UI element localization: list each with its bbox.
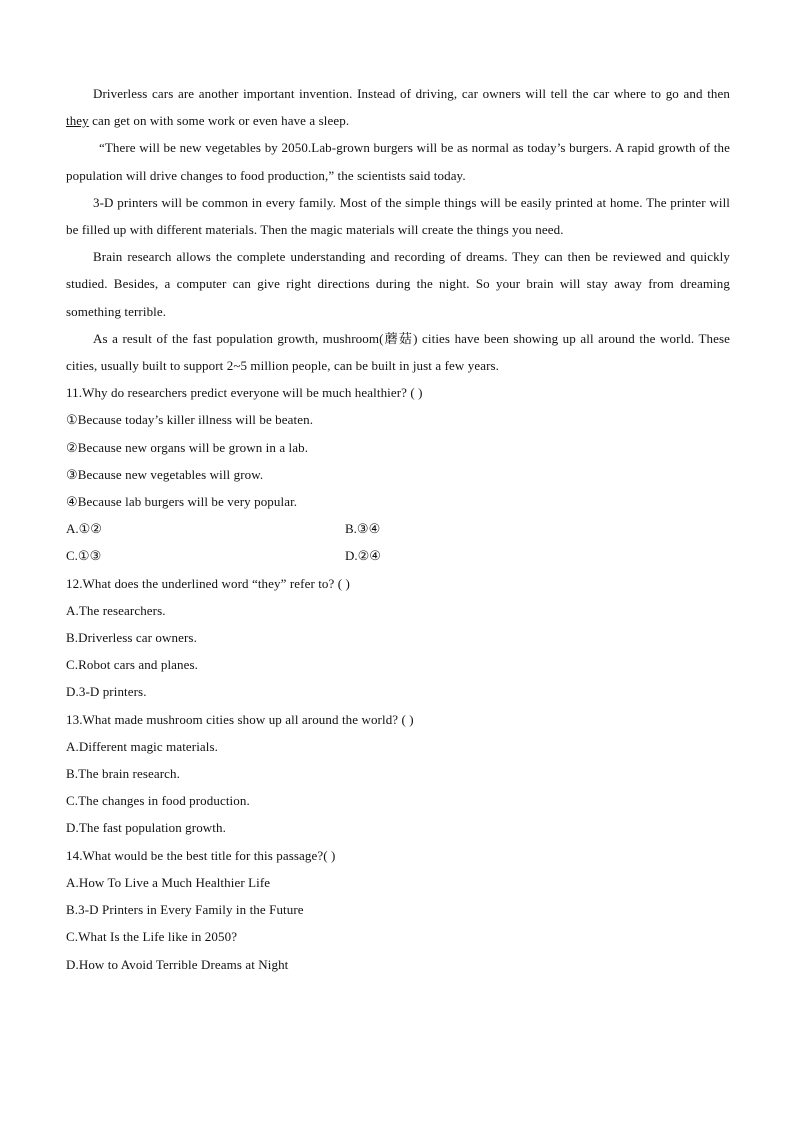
question-12 (66, 570, 730, 706)
underlined-word-they: they (66, 113, 89, 129)
passage-paragraph-driverless-cars (66, 80, 730, 134)
option-d: D.How to Avoid Terrible Dreams at Night (66, 956, 289, 972)
statement-item: ③Because new vegetables will grow. (66, 466, 264, 482)
option-d: D.The fast population growth. (66, 820, 226, 836)
passage-paragraph-vegetables: “There will be new vegetables by 2050.Lab-grown burgers will be as normal as today’s burgers. A rapid growth of the population will drive changes to food production,” the scientists said today. (66, 140, 730, 183)
question-14 (66, 842, 730, 978)
statement-item: ④Because lab burgers will be very popular. (66, 494, 298, 510)
document-page (66, 80, 730, 978)
question-stem: 14.What would be the best title for this passage?( ) (66, 847, 336, 863)
question-stem: 13.What made mushroom cities show up all around the world? ( ) (66, 711, 414, 727)
paragraph-text: can get on with some work or even have a sleep. (88, 113, 350, 129)
paragraph-text: Driverless cars are another important invention. Instead of driving, car owners will tell the car where to go and then (93, 86, 730, 101)
option-b: B.3-D Printers in Every Family in the Future (66, 902, 304, 918)
option-d: D.②④ (345, 548, 381, 564)
passage-paragraph-mushroom-cities: As a result of the fast population growth, mushroom(蘑菇) cities have been showing up all around the world. These cities, usually built to support 2~5 million people, can be built in just a few years. (66, 330, 730, 374)
passage-paragraph-3d-printers: 3-D printers will be common in every family. Most of the simple things will be easily printed at home. The printer will be filled up with different materials. Then the magic materials will create the things you need. (66, 194, 730, 238)
option-row (66, 515, 730, 542)
option-c: C.①③ (66, 548, 102, 564)
option-a: A.Different magic materials. (66, 738, 219, 754)
option-a: A.①② (66, 521, 102, 537)
question-stem: 11.Why do researchers predict everyone will be much healthier? ( ) (66, 385, 423, 401)
option-c: C.The changes in food production. (66, 793, 250, 809)
option-c: C.What Is the Life like in 2050? (66, 929, 238, 945)
question-11 (66, 379, 730, 569)
option-b: B.Driverless car owners. (66, 630, 197, 646)
question-stem: 12.What does the underlined word “they” refer to? ( ) (66, 575, 350, 591)
option-row (66, 542, 730, 569)
passage-paragraph-brain-research: Brain research allows the complete understanding and recording of dreams. They can then be reviewed and quickly studied. Besides, a computer can give right directions during the night. So your brain will stay away from dreaming something terrible. (66, 249, 730, 319)
option-b: B.The brain research. (66, 766, 180, 782)
question-13 (66, 706, 730, 842)
statement-item: ①Because today’s killer illness will be beaten. (66, 412, 314, 428)
option-b: B.③④ (345, 521, 381, 537)
option-a: A.The researchers. (66, 602, 166, 618)
option-d: D.3-D printers. (66, 684, 147, 700)
option-a: A.How To Live a Much Healthier Life (66, 874, 271, 890)
option-c: C.Robot cars and planes. (66, 657, 199, 673)
statement-item: ②Because new organs will be grown in a lab. (66, 439, 309, 455)
